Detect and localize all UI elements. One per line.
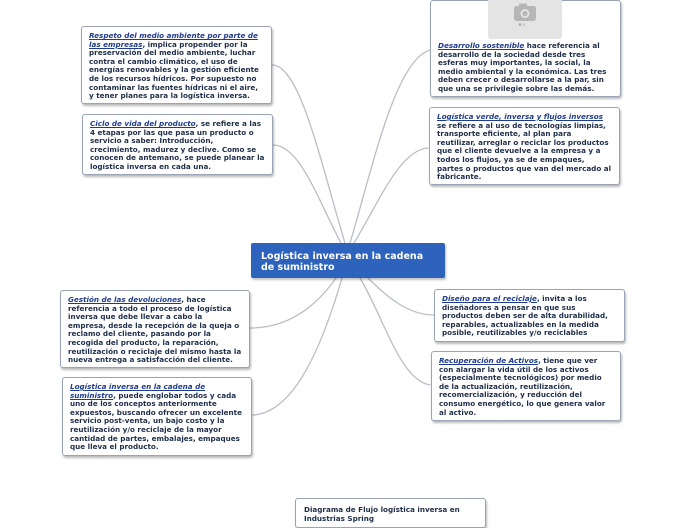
topic-diseno[interactable] bbox=[434, 289, 625, 342]
footer-topic[interactable] bbox=[295, 498, 486, 528]
topic-gestion-text: , hace referencia a todo el proceso de logística inversa que debe llevar a cabo la empresa, desde la recepción de la queja o reclamo del cliente, pasando por la recogida del producto, la reparación, reutilización o reciclaje del mismo hasta la nueva entrega a satisfacción del cliente. bbox=[68, 295, 242, 365]
connector-gestion bbox=[250, 278, 336, 328]
topic-respeto-link[interactable]: Respeto del medio ambiente por parte de las empresas bbox=[89, 31, 258, 49]
topic-recuperacion-link[interactable]: Recuperación de Activos bbox=[439, 356, 539, 365]
connector-verde bbox=[354, 148, 428, 243]
connector-desarrollo bbox=[350, 50, 430, 243]
topic-gestion-link[interactable]: Gestión de las devoluciones bbox=[68, 295, 182, 304]
topic-ciclo-link[interactable]: Ciclo de vida del producto bbox=[90, 119, 196, 128]
topic-respeto-text: , implica propender por la preservación del medio ambiente, luchar contra el cambio climático, el uso de energías renovables y la gestión eficiente de los recursos hídricos. Por supuesto no contaminar las fuentes hídricas ni el aire, y tener planes para la logística inversa. bbox=[89, 39, 259, 101]
topic-diseno-link[interactable]: Diseño para el reciclaje bbox=[442, 294, 537, 303]
topic-logistica-text: , puede englobar todos y cada uno de los conceptos anteriormente expuestos, buscando ofrecer un excelente servicio post-venta, un bajo costo y la reutilización y/o reciclaje de la mayor cantidad de partes, embalajes, empaques que lleva el producto. bbox=[70, 390, 242, 452]
topic-desarrollo-link[interactable]: Desarrollo sostenible bbox=[438, 41, 525, 50]
image-placeholder bbox=[488, 0, 562, 39]
connector-respeto bbox=[272, 65, 345, 243]
camera-icon bbox=[488, 0, 562, 39]
topic-logistica[interactable] bbox=[62, 377, 252, 456]
topic-logistica-link[interactable]: Logística inversa en la cadena de suministro bbox=[70, 382, 206, 400]
topic-desarrollo-text: hace referencia al desarrollo de la sociedad desde tres esferas muy importantes, la social, la medio ambiental y la económica. Las tres deben crecer o desarrollarse a la par, sin que una se privilegie sobre las demás. bbox=[438, 41, 607, 93]
footer-topic-title: Diagrama de Flujo logística inversa en Industrias Spring bbox=[304, 505, 460, 523]
topic-gestion[interactable] bbox=[60, 290, 250, 368]
topic-recuperacion[interactable] bbox=[431, 351, 621, 421]
topic-diseno-text: , invita a los diseñadores a pensar en que sus productos deben ser de alta durabilidad, reparables, actualizables en la medida posible, reutilizables y/o reciclables bbox=[442, 294, 608, 338]
topic-respeto[interactable] bbox=[81, 26, 272, 104]
topic-verde-link[interactable]: Logística verde, inversa y flujos inversos bbox=[437, 112, 603, 121]
connector-recuperacion bbox=[360, 278, 430, 385]
connector-logistica bbox=[253, 278, 342, 415]
central-topic-title: Logística inversa en la cadena de suministro bbox=[261, 251, 424, 273]
topic-recuperacion-text: , tiene que ver con alargar la vida útil de los activos (especialmente tecnológicos) por medio de la actualización, reutilización, recomercialización, y reducción del consumo energético, lo que genera valor al activo. bbox=[439, 356, 606, 417]
topic-verde-text: se refiere a al uso de tecnologías limpias, transporte eficiente, al plan para reutilizar, arreglar o reciclar los productos que el cliente devuelve a la empresa y a todos los flujos, ya se de empaques, partes o productos que van del mercado al fabricante. bbox=[437, 120, 612, 182]
topic-ciclo-text: , se refiere a las 4 etapas por las que pasa un producto o servicio a saber: Introducción, crecimiento, madurez y declive. Como se conocen de antemano, se puede planear la logística inversa en cada una. bbox=[90, 119, 265, 171]
central-topic[interactable] bbox=[251, 243, 445, 278]
topic-verde[interactable] bbox=[429, 107, 620, 185]
connector-diseno bbox=[368, 278, 434, 315]
topic-ciclo[interactable] bbox=[82, 114, 273, 175]
